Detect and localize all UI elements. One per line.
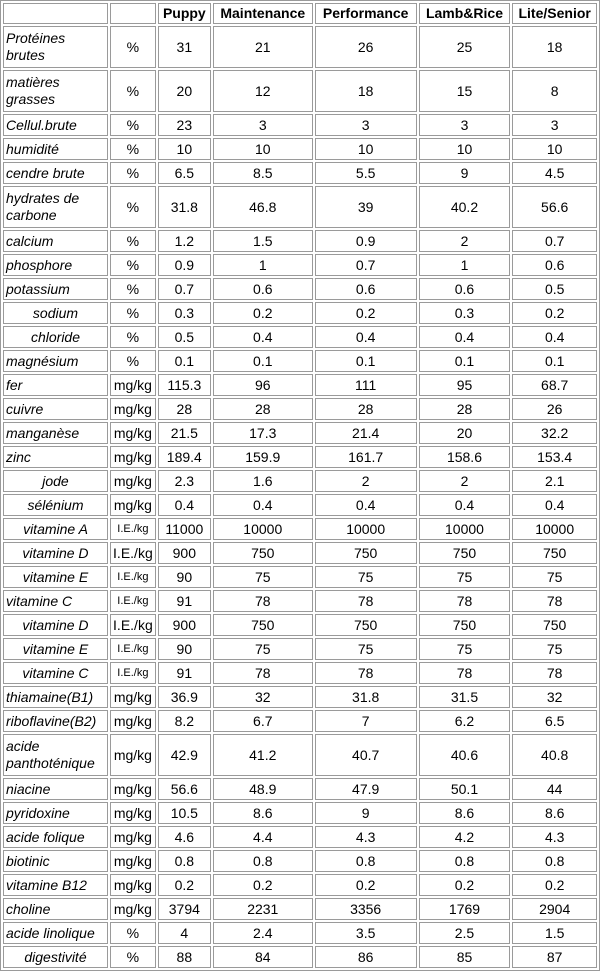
value-cell: 20 [419, 422, 511, 444]
unit-cell: % [110, 326, 156, 348]
table-row [3, 826, 597, 848]
value-cell: 3.5 [315, 922, 417, 944]
column-header: Performance [315, 3, 417, 24]
value-cell: 0.5 [512, 278, 597, 300]
value-cell: 26 [512, 398, 597, 420]
nutrient-name: thiamaine(B1) [3, 686, 108, 708]
value-cell: 750 [315, 542, 417, 564]
value-cell: 3 [512, 114, 597, 136]
nutrient-name: acide folique [3, 826, 108, 848]
nutrient-name: fer [3, 374, 108, 396]
value-cell: 41.2 [213, 734, 313, 776]
value-cell: 159.9 [213, 446, 313, 468]
value-cell: 6.5 [158, 162, 211, 184]
value-cell: 1769 [419, 898, 511, 920]
unit-cell: % [110, 254, 156, 276]
value-cell: 0.3 [158, 302, 211, 324]
table-row [3, 778, 597, 800]
table-row [3, 302, 597, 324]
nutrient-name: Protéines brutes [3, 26, 108, 68]
nutrient-name: acide panthoténique [3, 734, 108, 776]
nutrient-name: phosphore [3, 254, 108, 276]
unit-cell: % [110, 922, 156, 944]
unit-cell: mg/kg [110, 422, 156, 444]
nutrient-name: cuivre [3, 398, 108, 420]
table-row [3, 114, 597, 136]
value-cell: 6.5 [512, 710, 597, 732]
nutrient-name: pyridoxine [3, 802, 108, 824]
value-cell: 0.4 [315, 326, 417, 348]
unit-cell: mg/kg [110, 778, 156, 800]
value-cell: 44 [512, 778, 597, 800]
value-cell: 50.1 [419, 778, 511, 800]
value-cell: 9 [315, 802, 417, 824]
nutrient-name: vitamine B12 [3, 874, 108, 896]
unit-cell: mg/kg [110, 802, 156, 824]
value-cell: 18 [315, 70, 417, 112]
unit-cell: mg/kg [110, 898, 156, 920]
nutrient-name: vitamine E [3, 566, 108, 588]
value-cell: 0.6 [315, 278, 417, 300]
value-cell: 47.9 [315, 778, 417, 800]
value-cell: 0.4 [512, 326, 597, 348]
unit-cell: I.E./kg [110, 518, 156, 540]
unit-cell: I.E./kg [110, 662, 156, 684]
value-cell: 3 [213, 114, 313, 136]
value-cell: 0.7 [158, 278, 211, 300]
value-cell: 4.4 [213, 826, 313, 848]
nutrient-name: choline [3, 898, 108, 920]
value-cell: 28 [315, 398, 417, 420]
table-row [3, 470, 597, 492]
value-cell: 36.9 [158, 686, 211, 708]
nutrient-name: biotinic [3, 850, 108, 872]
value-cell: 10.5 [158, 802, 211, 824]
value-cell: 11000 [158, 518, 211, 540]
value-cell: 2.4 [213, 922, 313, 944]
nutrient-name: vitamine D [3, 542, 108, 564]
nutrient-name: hydrates de carbone [3, 186, 108, 228]
value-cell: 78 [512, 590, 597, 612]
value-cell: 32.2 [512, 422, 597, 444]
value-cell: 75 [315, 638, 417, 660]
table-row [3, 138, 597, 160]
value-cell: 0.1 [419, 350, 511, 372]
table-row [3, 710, 597, 732]
unit-cell: mg/kg [110, 494, 156, 516]
table-row [3, 326, 597, 348]
unit-cell: mg/kg [110, 470, 156, 492]
table-row [3, 422, 597, 444]
value-cell: 78 [315, 662, 417, 684]
value-cell: 0.1 [315, 350, 417, 372]
value-cell: 0.7 [315, 254, 417, 276]
value-cell: 78 [512, 662, 597, 684]
value-cell: 78 [213, 662, 313, 684]
value-cell: 32 [213, 686, 313, 708]
value-cell: 0.2 [419, 874, 511, 896]
value-cell: 750 [315, 614, 417, 636]
value-cell: 28 [213, 398, 313, 420]
value-cell: 1.5 [512, 922, 597, 944]
value-cell: 1.2 [158, 230, 211, 252]
value-cell: 42.9 [158, 734, 211, 776]
value-cell: 78 [419, 662, 511, 684]
value-cell: 20 [158, 70, 211, 112]
value-cell: 46.8 [213, 186, 313, 228]
unit-cell: I.E./kg [110, 542, 156, 564]
nutrient-name: niacine [3, 778, 108, 800]
value-cell: 95 [419, 374, 511, 396]
value-cell: 3 [315, 114, 417, 136]
value-cell: 0.9 [158, 254, 211, 276]
nutrient-name: matières grasses [3, 70, 108, 112]
nutrient-name: vitamine C [3, 662, 108, 684]
value-cell: 85 [419, 946, 511, 968]
value-cell: 0.4 [213, 326, 313, 348]
unit-cell: % [110, 350, 156, 372]
unit-cell: I.E./kg [110, 590, 156, 612]
value-cell: 75 [512, 638, 597, 660]
value-cell: 0.4 [213, 494, 313, 516]
nutrient-name: humidité [3, 138, 108, 160]
value-cell: 87 [512, 946, 597, 968]
value-cell: 48.9 [213, 778, 313, 800]
unit-cell: % [110, 278, 156, 300]
value-cell: 88 [158, 946, 211, 968]
unit-cell: % [110, 302, 156, 324]
value-cell: 4.5 [512, 162, 597, 184]
value-cell: 161.7 [315, 446, 417, 468]
value-cell: 40.6 [419, 734, 511, 776]
value-cell: 78 [419, 590, 511, 612]
value-cell: 750 [419, 614, 511, 636]
column-header: Lamb&Rice [419, 3, 511, 24]
value-cell: 75 [419, 638, 511, 660]
value-cell: 2.1 [512, 470, 597, 492]
table-row [3, 590, 597, 612]
unit-cell: % [110, 26, 156, 68]
value-cell: 0.2 [512, 874, 597, 896]
table-row [3, 874, 597, 896]
value-cell: 2 [419, 230, 511, 252]
table-row [3, 26, 597, 68]
value-cell: 750 [512, 614, 597, 636]
value-cell: 10 [512, 138, 597, 160]
value-cell: 0.2 [315, 302, 417, 324]
table-row [3, 802, 597, 824]
value-cell: 1.6 [213, 470, 313, 492]
column-header: Maintenance [213, 3, 313, 24]
table-row [3, 494, 597, 516]
table-row [3, 398, 597, 420]
value-cell: 0.6 [512, 254, 597, 276]
value-cell: 4 [158, 922, 211, 944]
table-row [3, 186, 597, 228]
unit-cell: % [110, 946, 156, 968]
table-row [3, 542, 597, 564]
value-cell: 31.5 [419, 686, 511, 708]
unit-cell: I.E./kg [110, 638, 156, 660]
value-cell: 0.8 [419, 850, 511, 872]
value-cell: 10 [315, 138, 417, 160]
value-cell: 8 [512, 70, 597, 112]
nutrient-name: sodium [3, 302, 108, 324]
value-cell: 3794 [158, 898, 211, 920]
value-cell: 2.5 [419, 922, 511, 944]
value-cell: 0.2 [512, 302, 597, 324]
value-cell: 31 [158, 26, 211, 68]
value-cell: 0.4 [419, 326, 511, 348]
table-row [3, 614, 597, 636]
table-row [3, 446, 597, 468]
value-cell: 0.8 [315, 850, 417, 872]
value-cell: 56.6 [512, 186, 597, 228]
value-cell: 75 [419, 566, 511, 588]
value-cell: 111 [315, 374, 417, 396]
value-cell: 40.2 [419, 186, 511, 228]
value-cell: 0.5 [158, 326, 211, 348]
value-cell: 0.8 [512, 850, 597, 872]
value-cell: 31.8 [158, 186, 211, 228]
value-cell: 91 [158, 662, 211, 684]
nutrient-name: magnésium [3, 350, 108, 372]
value-cell: 0.1 [213, 350, 313, 372]
value-cell: 6.7 [213, 710, 313, 732]
value-cell: 8.6 [213, 802, 313, 824]
table-row [3, 686, 597, 708]
value-cell: 8.2 [158, 710, 211, 732]
value-cell: 750 [213, 614, 313, 636]
value-cell: 750 [213, 542, 313, 564]
unit-cell: I.E./kg [110, 566, 156, 588]
unit-cell: mg/kg [110, 374, 156, 396]
nutrient-name: Cellul.brute [3, 114, 108, 136]
nutrient-name: calcium [3, 230, 108, 252]
value-cell: 0.1 [158, 350, 211, 372]
value-cell: 40.8 [512, 734, 597, 776]
value-cell: 0.2 [213, 302, 313, 324]
table-row [3, 278, 597, 300]
value-cell: 23 [158, 114, 211, 136]
value-cell: 21.4 [315, 422, 417, 444]
value-cell: 17.3 [213, 422, 313, 444]
value-cell: 56.6 [158, 778, 211, 800]
value-cell: 10000 [213, 518, 313, 540]
nutrient-name: zinc [3, 446, 108, 468]
table-row [3, 162, 597, 184]
value-cell: 78 [213, 590, 313, 612]
value-cell: 0.7 [512, 230, 597, 252]
value-cell: 90 [158, 638, 211, 660]
unit-cell: % [110, 114, 156, 136]
value-cell: 8.5 [213, 162, 313, 184]
nutrient-name: vitamine C [3, 590, 108, 612]
table-row [3, 566, 597, 588]
unit-cell: mg/kg [110, 398, 156, 420]
value-cell: 0.8 [213, 850, 313, 872]
nutrient-name: potassium [3, 278, 108, 300]
value-cell: 21.5 [158, 422, 211, 444]
unit-cell: mg/kg [110, 850, 156, 872]
nutrient-name: vitamine E [3, 638, 108, 660]
value-cell: 4.3 [315, 826, 417, 848]
value-cell: 3 [419, 114, 511, 136]
nutrient-name: sélénium [3, 494, 108, 516]
value-cell: 0.6 [419, 278, 511, 300]
value-cell: 2904 [512, 898, 597, 920]
value-cell: 68.7 [512, 374, 597, 396]
value-cell: 21 [213, 26, 313, 68]
value-cell: 4.6 [158, 826, 211, 848]
value-cell: 75 [213, 566, 313, 588]
header-row [3, 3, 597, 24]
unit-cell: mg/kg [110, 710, 156, 732]
value-cell: 0.4 [158, 494, 211, 516]
table-row [3, 850, 597, 872]
value-cell: 0.2 [213, 874, 313, 896]
value-cell: 2 [419, 470, 511, 492]
value-cell: 189.4 [158, 446, 211, 468]
value-cell: 12 [213, 70, 313, 112]
value-cell: 115.3 [158, 374, 211, 396]
value-cell: 0.8 [158, 850, 211, 872]
value-cell: 78 [315, 590, 417, 612]
unit-cell: % [110, 230, 156, 252]
value-cell: 31.8 [315, 686, 417, 708]
value-cell: 8.6 [419, 802, 511, 824]
value-cell: 0.9 [315, 230, 417, 252]
nutrient-name: riboflavine(B2) [3, 710, 108, 732]
value-cell: 91 [158, 590, 211, 612]
value-cell: 0.6 [213, 278, 313, 300]
value-cell: 0.1 [512, 350, 597, 372]
value-cell: 10000 [512, 518, 597, 540]
value-cell: 1.5 [213, 230, 313, 252]
value-cell: 10 [213, 138, 313, 160]
table-body [3, 26, 597, 968]
unit-cell: I.E./kg [110, 614, 156, 636]
value-cell: 18 [512, 26, 597, 68]
table-row [3, 70, 597, 112]
header-blank-cell [110, 3, 156, 24]
nutrient-name: digestivité [3, 946, 108, 968]
value-cell: 0.3 [419, 302, 511, 324]
value-cell: 7 [315, 710, 417, 732]
column-header: Lite/Senior [512, 3, 597, 24]
value-cell: 1 [419, 254, 511, 276]
value-cell: 90 [158, 566, 211, 588]
value-cell: 84 [213, 946, 313, 968]
value-cell: 0.4 [419, 494, 511, 516]
value-cell: 26 [315, 26, 417, 68]
value-cell: 15 [419, 70, 511, 112]
unit-cell: % [110, 70, 156, 112]
value-cell: 0.4 [512, 494, 597, 516]
header-blank-cell [3, 3, 108, 24]
unit-cell: % [110, 138, 156, 160]
table-row [3, 662, 597, 684]
unit-cell: % [110, 162, 156, 184]
nutrient-name: chloride [3, 326, 108, 348]
nutrient-name: manganèse [3, 422, 108, 444]
value-cell: 10000 [315, 518, 417, 540]
table-row [3, 230, 597, 252]
value-cell: 153.4 [512, 446, 597, 468]
table-row [3, 350, 597, 372]
unit-cell: mg/kg [110, 734, 156, 776]
value-cell: 75 [512, 566, 597, 588]
value-cell: 6.2 [419, 710, 511, 732]
value-cell: 0.2 [158, 874, 211, 896]
value-cell: 39 [315, 186, 417, 228]
value-cell: 750 [419, 542, 511, 564]
value-cell: 10 [419, 138, 511, 160]
value-cell: 32 [512, 686, 597, 708]
value-cell: 75 [315, 566, 417, 588]
value-cell: 86 [315, 946, 417, 968]
value-cell: 3356 [315, 898, 417, 920]
table-row [3, 898, 597, 920]
table-row [3, 518, 597, 540]
value-cell: 25 [419, 26, 511, 68]
value-cell: 9 [419, 162, 511, 184]
table-row [3, 374, 597, 396]
nutrient-name: vitamine D [3, 614, 108, 636]
value-cell: 1 [213, 254, 313, 276]
value-cell: 28 [419, 398, 511, 420]
value-cell: 10 [158, 138, 211, 160]
value-cell: 0.2 [315, 874, 417, 896]
value-cell: 2.3 [158, 470, 211, 492]
unit-cell: mg/kg [110, 826, 156, 848]
value-cell: 28 [158, 398, 211, 420]
column-header: Puppy [158, 3, 211, 24]
nutrient-name: cendre brute [3, 162, 108, 184]
unit-cell: % [110, 186, 156, 228]
nutrient-name: vitamine A [3, 518, 108, 540]
value-cell: 4.3 [512, 826, 597, 848]
value-cell: 5.5 [315, 162, 417, 184]
value-cell: 4.2 [419, 826, 511, 848]
table-row [3, 922, 597, 944]
value-cell: 158.6 [419, 446, 511, 468]
unit-cell: mg/kg [110, 686, 156, 708]
nutrient-name: jode [3, 470, 108, 492]
value-cell: 96 [213, 374, 313, 396]
value-cell: 2231 [213, 898, 313, 920]
value-cell: 10000 [419, 518, 511, 540]
value-cell: 900 [158, 614, 211, 636]
value-cell: 900 [158, 542, 211, 564]
value-cell: 8.6 [512, 802, 597, 824]
table-row [3, 254, 597, 276]
nutrient-name: acide linolique [3, 922, 108, 944]
value-cell: 2 [315, 470, 417, 492]
table-row [3, 638, 597, 660]
unit-cell: mg/kg [110, 446, 156, 468]
value-cell: 75 [213, 638, 313, 660]
value-cell: 750 [512, 542, 597, 564]
table-row [3, 734, 597, 776]
unit-cell: mg/kg [110, 874, 156, 896]
value-cell: 0.4 [315, 494, 417, 516]
value-cell: 40.7 [315, 734, 417, 776]
